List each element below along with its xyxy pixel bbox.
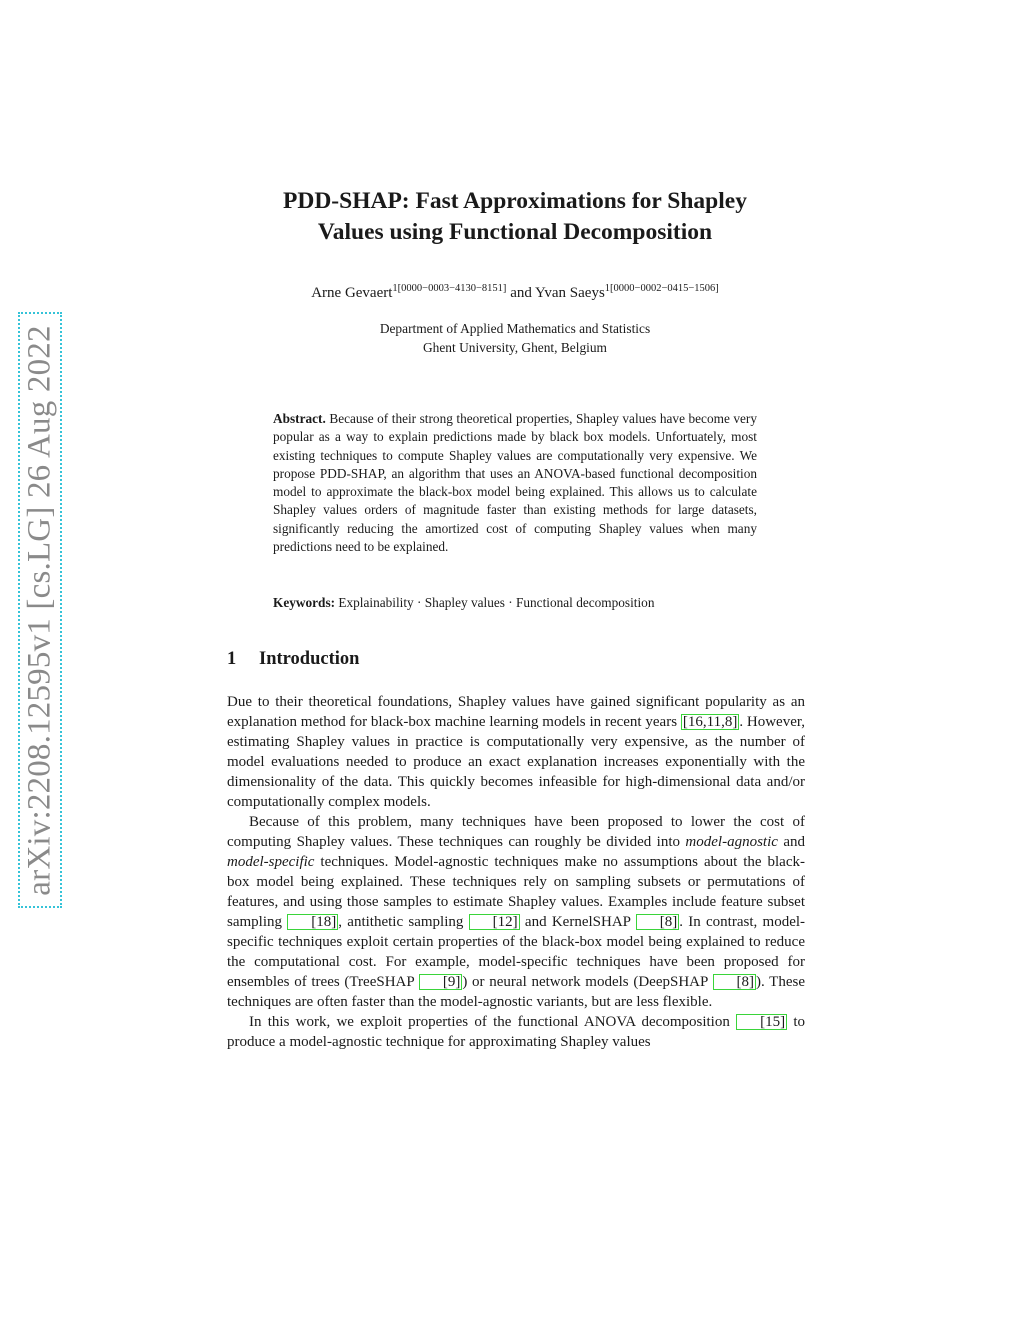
paragraph-text: techniques. Model-agnostic techniques make no assumptions about the black-box model being explained. These techniques rely on sampling subsets or permutations of features, and using those samples to estimate Shapley values. Examples include feature subset sampling (227, 854, 805, 930)
emphasis-model-agnostic: model-agnostic (685, 834, 778, 850)
citation-link[interactable]: [18] (287, 914, 338, 930)
abstract-text: Because of their strong theoretical properties, Shapley values have become very popular as a way to explain predictions made by black box models. Unfortuately, most existing techniques to compute Shapley values are computationally very expensive. We propose PDD-SHAP, an algorithm that uses an ANOVA-based functional decomposition model to approximate the black-box model being explained. This allows us to calculate Shapley values orders of magnitude faster than existing methods for large datasets, significantly reducing the amortized cost of computing Shapley values when many predictions need to be explained. (273, 411, 757, 555)
section-number: 1 (227, 649, 237, 669)
affiliation (200, 320, 830, 357)
author-2-orcid: 1[0000−0002−0415−1506] (604, 283, 719, 294)
author-1-name: Arne Gevaert (311, 285, 393, 301)
citation-link[interactable]: [8] (713, 974, 757, 990)
keywords (273, 594, 773, 612)
paragraph-text: to produce a model-agnostic technique for approximating Shapley values (227, 1014, 806, 1050)
paragraph-text: Because of this problem, many techniques have been proposed to lower the cost of computing Shapley values. These techniques can roughly be divided into (227, 814, 805, 850)
citation-link[interactable]: [16,11,8] (682, 714, 738, 730)
author-2-name: Yvan Saeys (535, 285, 605, 301)
abstract (273, 410, 757, 556)
paragraph-2 (227, 812, 805, 1012)
citation-link[interactable]: [12] (469, 914, 520, 930)
paragraph-text: . In contrast, model-specific techniques exploit certain properties of the black-box model being explained to reduce the computational cost. For example, model-specific techniques have been proposed for ensembles of trees (TreeSHAP (227, 914, 806, 990)
arxiv-side-stamp (18, 312, 62, 908)
paragraph-text: . However, estimating Shapley values in practice is computationally very expensive, as the number of model evaluations needed to produce an exact explanation increases exponentially with the dimensionality of the data. This quickly becomes infeasible for high-dimensional data and/or computationally complex models. (227, 714, 806, 810)
paragraph-text: ). These techniques are often faster than the model-agnostic variants, but are less flexible. (227, 974, 805, 1010)
title-line-2: Values using Functional Decomposition (317, 219, 713, 245)
paragraph-1 (227, 692, 805, 812)
affiliation-department: Department of Applied Mathematics and Statistics (379, 321, 651, 336)
section-heading-introduction (227, 648, 359, 670)
author-list (200, 283, 830, 303)
paragraph-text: In this work, we exploit properties of the functional ANOVA decomposition (249, 1014, 737, 1030)
citation-link[interactable]: [8] (636, 914, 680, 930)
paragraph-text: and KernelSHAP (519, 914, 636, 930)
citation-link[interactable]: [9] (419, 974, 463, 990)
paragraph-text: Due to their theoretical foundations, Shapley values have gained significant popularity as an explanation method for black-box machine learning models in recent years (227, 694, 805, 730)
author-conjunction: and (506, 285, 536, 301)
emphasis-model-specific: model-specific (227, 854, 315, 870)
paragraph-text: , antithetic sampling (338, 914, 469, 930)
citation-link[interactable]: [15] (736, 1014, 787, 1030)
keywords-label: Keywords: (273, 595, 336, 610)
paragraph-text: and (777, 834, 805, 850)
arxiv-identifier: arXiv:2208.12595v1 [cs.LG] 26 Aug 2022 (21, 324, 58, 896)
author-1-orcid: 1[0000−0003−4130−8151] (392, 283, 507, 294)
introduction-body (227, 692, 805, 1052)
affiliation-university: Ghent University, Ghent, Belgium (423, 339, 607, 355)
keywords-text: Explainability · Shapley values · Functional decomposition (335, 595, 655, 610)
title-line-1: PDD-SHAP: Fast Approximations for Shapley (283, 188, 747, 214)
paragraph-3 (227, 1012, 805, 1052)
section-title: Introduction (259, 649, 360, 669)
abstract-label: Abstract. (273, 411, 326, 426)
paragraph-text: ) or neural network models (DeepSHAP (462, 974, 713, 990)
paper-title (200, 186, 830, 248)
